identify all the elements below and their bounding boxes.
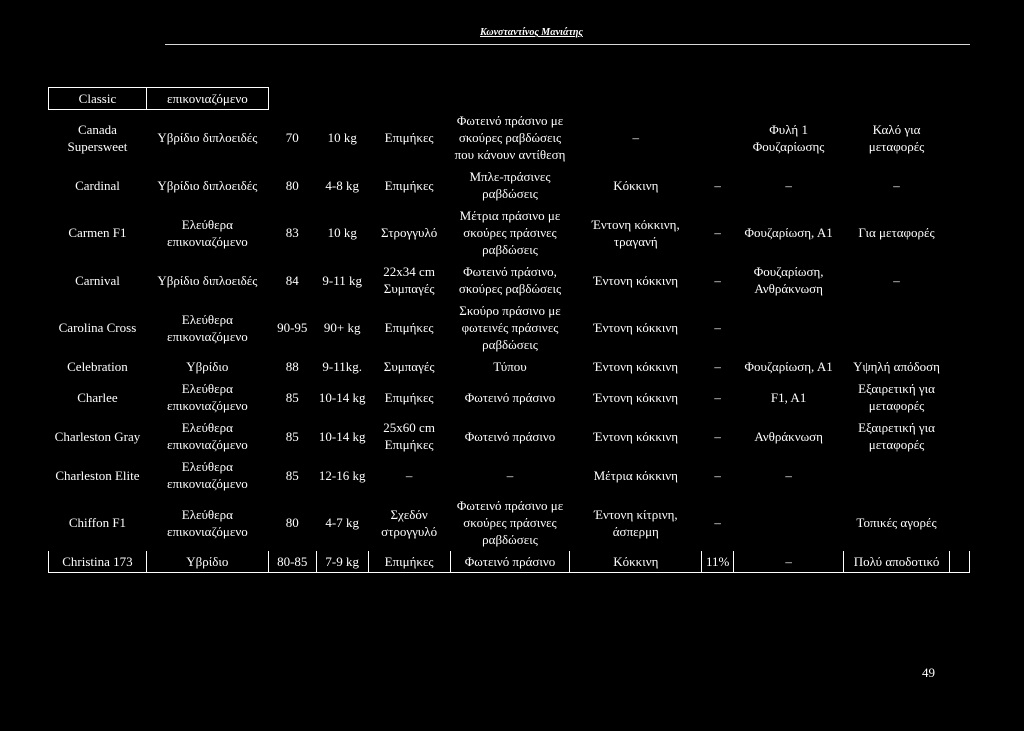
table-cell: 10-14 kg xyxy=(318,428,366,444)
table-cell: Υψηλή απόδοση xyxy=(853,359,940,374)
table-cell xyxy=(734,495,844,551)
table-cell: 10 kg xyxy=(327,130,357,145)
table-cell: – xyxy=(714,225,721,240)
table-cell: Τύπου xyxy=(493,359,527,374)
table-cell: – xyxy=(893,177,900,193)
table-row xyxy=(49,205,970,261)
table-cell: 9-11kg. xyxy=(322,359,362,374)
table-row xyxy=(49,166,970,205)
table-cell: 85 xyxy=(285,428,299,444)
table-cell: Ελεύθερα επικονιαζόμενο xyxy=(167,459,248,491)
table-cell: Τοπικές αγορές xyxy=(856,515,937,530)
table-cell xyxy=(368,88,450,110)
table-cell: Ελεύθερα επικονιαζόμενο xyxy=(167,420,248,452)
table-cell: Φωτεινό πράσινο με σκούρες ραβδώσεις που κάνουν αντίθεση xyxy=(454,113,566,162)
table-cell: Ελεύθερα επικονιαζόμενο xyxy=(167,311,248,344)
table-cell: Σκούρο πράσινο με φωτεινές πράσινες ραβδώσεις xyxy=(459,303,561,352)
table-cell xyxy=(734,300,844,356)
table-cell: Φουζαρίωση, Α1 xyxy=(744,225,833,240)
table-cell: Chiffon F1 xyxy=(68,515,127,530)
table-cell: Φουζαρίωση, Α1 xyxy=(744,359,833,374)
table-cell xyxy=(702,88,734,110)
table-cell xyxy=(949,378,969,417)
table-cell: Επιμήκες xyxy=(368,551,450,573)
table-cell: – xyxy=(506,467,514,483)
table-cell: Εξαιρετική για μεταφορές xyxy=(858,420,935,452)
table-cell: – xyxy=(714,467,721,483)
table-cell: 4-8 kg xyxy=(325,177,359,193)
table-cell: 11% xyxy=(702,551,734,573)
table-cell: – xyxy=(714,515,721,530)
table-cell: Έντονη κίτρινη, άσπερμη xyxy=(593,506,678,539)
table-cell: 85 xyxy=(285,467,299,483)
table-cell: Φωτεινό πράσινο, σκούρες ραβδώσεις xyxy=(458,264,562,296)
table-cell: Ανθράκνωση xyxy=(754,428,823,444)
author-header: Κωνσταντίνος Μανιάτης xyxy=(480,27,583,38)
table-cell: Carnival xyxy=(75,272,120,288)
table-cell: Φωτεινό πράσινο με σκούρες πράσινες ραβδώσεις xyxy=(456,498,564,547)
table-cell: Ελεύθερα επικονιαζόμενο xyxy=(167,381,248,413)
table-cell xyxy=(949,205,969,261)
table-row xyxy=(49,356,970,378)
table-cell: Έντονη κόκκινη xyxy=(593,272,679,288)
table-cell: 80 xyxy=(285,515,299,530)
table-cell: Charleston Elite xyxy=(55,467,140,483)
table-cell xyxy=(949,356,969,378)
table-row xyxy=(49,300,970,356)
table-cell: Έντονη κόκκινη, τραγανή xyxy=(591,216,680,249)
table-cell: Έντονη κόκκινη xyxy=(593,428,679,444)
table-cell: Carmen F1 xyxy=(68,225,127,240)
table-cell: Μπλε-πράσινες ραβδώσεις xyxy=(469,169,551,201)
table-cell: – xyxy=(785,177,792,193)
table-cell: 83 xyxy=(285,225,299,240)
table-cell: Σχεδόν στρογγυλό xyxy=(381,506,438,539)
table-cell: Υβρίδιο διπλοειδές xyxy=(157,130,258,145)
table-cell xyxy=(844,88,950,110)
table-cell xyxy=(734,88,844,110)
table-cell: Επιμήκες xyxy=(384,389,434,405)
table-cell: Εξαιρετική για μεταφορές xyxy=(858,381,935,413)
table-cell: Υβρίδιο xyxy=(146,551,268,573)
table-cell: Ελεύθερα επικονιαζόμενο xyxy=(167,216,248,249)
table-cell: – xyxy=(714,359,721,374)
table-cell: Κόκκινη xyxy=(570,551,702,573)
table-cell: Classic xyxy=(49,88,147,110)
table-cell: Φυλή 1 Φουζαρίωσης xyxy=(752,121,825,154)
table-cell: – xyxy=(714,272,721,288)
table-cell: 88 xyxy=(285,359,299,374)
table-cell: 7-9 kg xyxy=(316,551,368,573)
table-row xyxy=(49,110,970,166)
table-cell: 84 xyxy=(285,272,299,288)
table-cell: – xyxy=(893,272,900,288)
table-cell: Επιμήκες xyxy=(384,320,434,335)
table-cell: – xyxy=(714,177,721,193)
table-cell xyxy=(844,456,950,495)
table-row xyxy=(49,378,970,417)
table-cell: Celebration xyxy=(67,359,128,374)
table-cell: Christina 173 xyxy=(49,551,147,573)
table-row xyxy=(49,261,970,300)
table-cell: 10 kg xyxy=(327,225,357,240)
table-cell xyxy=(949,300,969,356)
table-cell: 10-14 kg xyxy=(318,389,366,405)
table-cell xyxy=(949,456,969,495)
table-cell: – xyxy=(714,389,721,405)
table-cell: F1, A1 xyxy=(770,389,807,405)
table-cell xyxy=(949,495,969,551)
table-cell: Charlee xyxy=(77,389,118,405)
table-cell: Φωτεινό πράσινο xyxy=(450,551,570,573)
table-cell: Έντονη κόκκινη xyxy=(593,320,679,335)
table-cell: Cardinal xyxy=(75,177,120,193)
varieties-table xyxy=(48,87,970,573)
table-cell: Ελεύθερα επικονιαζόμενο xyxy=(167,506,248,539)
table-cell: 90-95 xyxy=(277,320,308,335)
table-cell xyxy=(949,88,969,110)
table-cell xyxy=(949,417,969,456)
table-cell: – xyxy=(632,130,640,145)
table-cell: – xyxy=(734,551,844,573)
table-cell xyxy=(570,88,702,110)
table-cell: Έντονη κόκκινη xyxy=(593,389,679,405)
table-cell xyxy=(702,110,734,166)
page-number: 49 xyxy=(922,665,935,680)
table-cell xyxy=(949,166,969,205)
table-row xyxy=(49,551,970,573)
header-rule xyxy=(165,44,970,45)
table-row xyxy=(49,495,970,551)
table-cell: Στρογγυλό xyxy=(380,225,438,240)
table-cell: Μέτρια κόκκινη xyxy=(593,467,678,483)
table-cell xyxy=(268,88,316,110)
table-cell: Canada Supersweet xyxy=(67,121,128,154)
table-cell: 90+ kg xyxy=(323,320,361,335)
table-cell xyxy=(844,300,950,356)
table-cell: 22x34 cm Συμπαγές xyxy=(383,264,435,296)
table-cell: – xyxy=(714,320,721,335)
table-row xyxy=(49,417,970,456)
table-cell: Υβρίδιο xyxy=(186,359,229,374)
table-cell: Επιμήκες xyxy=(384,177,434,193)
table-cell: Φωτεινό πράσινο xyxy=(464,389,556,405)
table-row xyxy=(49,456,970,495)
table-cell: Για μεταφορές xyxy=(858,225,935,240)
table-cell: Υβρίδιο διπλοειδές xyxy=(157,177,258,193)
table-cell: Επιμήκες xyxy=(384,130,434,145)
table-cell: 4-7 kg xyxy=(325,515,359,530)
table-cell: Φωτεινό πράσινο xyxy=(464,428,556,444)
table-cell: 80 xyxy=(285,177,299,193)
table-cell: Πολύ αποδοτικό xyxy=(844,551,950,573)
table-cell: – xyxy=(714,428,721,444)
table-cell: – xyxy=(785,467,792,483)
table-cell xyxy=(949,261,969,300)
table-cell: Έντονη κόκκινη xyxy=(593,359,679,374)
table-cell: Υβρίδιο διπλοειδές xyxy=(157,272,258,288)
table-cell: 9-11 kg xyxy=(322,272,362,288)
table-cell xyxy=(316,88,368,110)
table-cell: Φουζαρίωση, Ανθράκνωση xyxy=(753,264,824,296)
table-cell: Μέτρια πράσινο με σκούρες πράσινες ραβδώσεις xyxy=(459,208,561,257)
table-cell: 85 xyxy=(285,389,299,405)
table-row xyxy=(49,88,970,110)
table-cell: Συμπαγές xyxy=(383,359,435,374)
table-cell xyxy=(450,88,570,110)
table-cell: Κόκκινη xyxy=(613,177,659,193)
table-cell: 25x60 cm Επιμήκες xyxy=(383,420,435,452)
table-cell: 70 xyxy=(285,130,299,145)
table-cell: 12-16 kg xyxy=(318,467,366,483)
table-cell: – xyxy=(405,467,413,483)
table-cell: Charleston Gray xyxy=(54,428,141,444)
table-cell: 80-85 xyxy=(268,551,316,573)
table-cell xyxy=(949,110,969,166)
table-cell: Carolina Cross xyxy=(58,320,137,335)
table-cell: Καλό για μεταφορές xyxy=(868,121,925,154)
table-cell xyxy=(949,551,969,573)
table-cell: επικονιαζόμενο xyxy=(146,88,268,110)
